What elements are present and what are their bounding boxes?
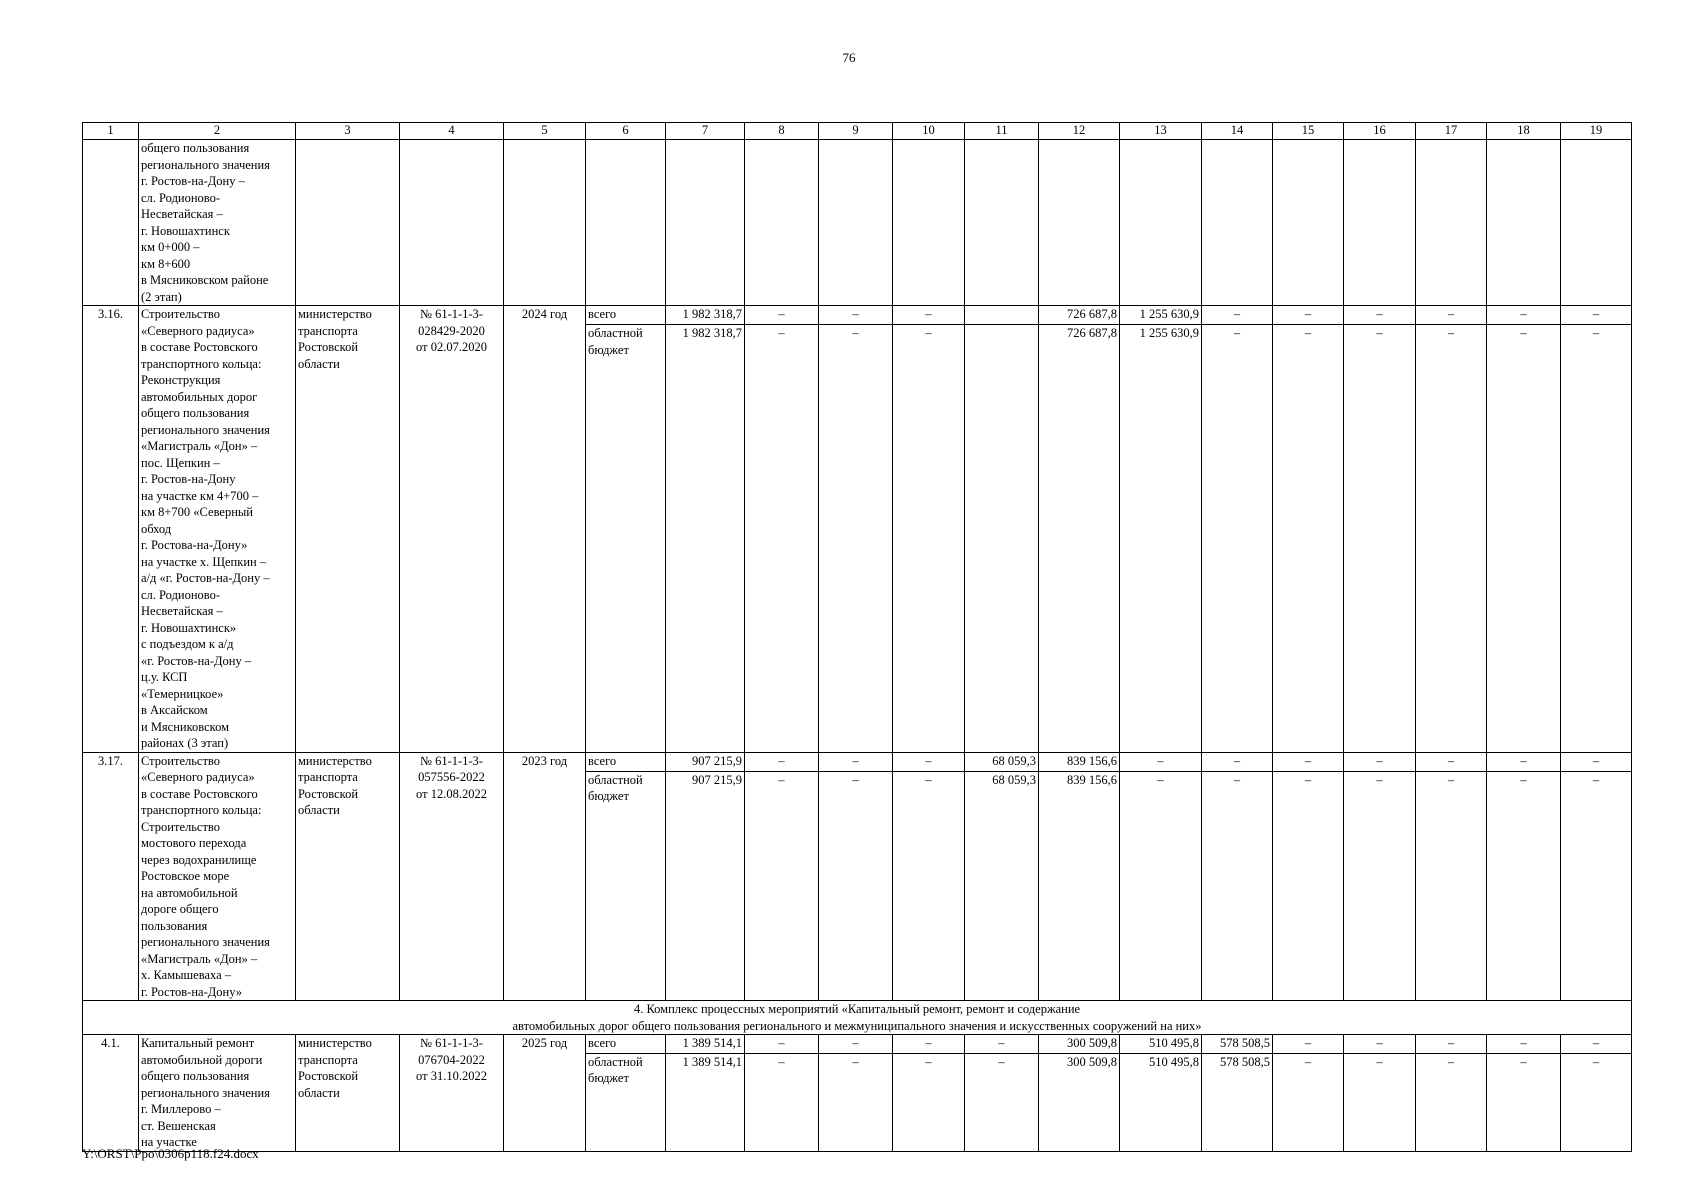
funding-source: областной бюджет (586, 1053, 666, 1151)
amount-cell: 510 495,8 (1120, 1053, 1202, 1151)
item-number: 4.1. (83, 1035, 139, 1152)
document-number: № 61-1-1-3- 028429-2020 от 02.07.2020 (400, 306, 504, 753)
section-heading-row (83, 1001, 1632, 1035)
amount-cell: – (1344, 306, 1416, 325)
amount-cell: – (1202, 325, 1273, 752)
amount-cell: – (1202, 306, 1273, 325)
amount-cell: – (1416, 752, 1487, 771)
amount-cell: 578 508,5 (1202, 1053, 1273, 1151)
amount-cell: – (1120, 752, 1202, 771)
item-number: 3.17. (83, 752, 139, 1001)
table-row (83, 752, 1632, 771)
empty-cell (1487, 140, 1561, 306)
empty-cell (1561, 140, 1632, 306)
measure-name: Строительство «Северного радиуса» в составе Ростовского транспортного кольца: Строительство мостового перехода через водохранилище Ростовское море на автомобильной дороге общего пользования регионального значения «Магистраль «Дон» – х. Камышеваха – г. Ростов-на-Дону» (139, 752, 296, 1001)
empty-cell (819, 140, 893, 306)
empty-cell (1416, 140, 1487, 306)
amount-cell: – (1416, 771, 1487, 1000)
empty-cell (965, 140, 1039, 306)
responsible-agency: министерство транспорта Ростовской области (296, 306, 400, 753)
column-number: 4 (400, 123, 504, 140)
amount-cell: – (1487, 325, 1561, 752)
empty-cell (83, 140, 139, 306)
measure-name: Строительство «Северного радиуса» в составе Ростовского транспортного кольца: Реконструкция автомобильных дорог общего пользования регионального значения «Магистраль «Дон» – пос. Щепкин – г. Ростов-на-Дону на участке км 4+700 – км 8+700 «Северный обход г. Ростова-на-Дону» на участке х. Щепкин – а/д «г. Ростов-на-Дону – сл. Родионово- Несветайская – г. Новошахтинск» с подъездом к а/д «г. Ростов-на-Дону – ц.у. КСП «Темерницкое» в Аксайском и Мясниковском районах (3 этап) (139, 306, 296, 753)
amount-cell: – (819, 325, 893, 752)
amount-cell: 300 509,8 (1039, 1035, 1120, 1054)
amount-cell: – (1487, 752, 1561, 771)
amount-cell: – (1487, 771, 1561, 1000)
amount-cell: – (745, 771, 819, 1000)
amount-cell: – (1344, 1035, 1416, 1054)
column-number: 6 (586, 123, 666, 140)
column-number: 19 (1561, 123, 1632, 140)
amount-cell: – (1561, 771, 1632, 1000)
column-number: 18 (1487, 123, 1561, 140)
amount-cell (965, 325, 1039, 752)
amount-cell: – (893, 752, 965, 771)
column-number: 2 (139, 123, 296, 140)
amount-cell: – (819, 771, 893, 1000)
column-number: 14 (1202, 123, 1273, 140)
amount-cell: – (1416, 1035, 1487, 1054)
amount-cell: – (745, 1035, 819, 1054)
amount-cell: – (1561, 306, 1632, 325)
amount-cell: 1 389 514,1 (666, 1035, 745, 1054)
amount-cell: – (745, 1053, 819, 1151)
amount-cell: – (965, 1053, 1039, 1151)
funding-source: всего (586, 752, 666, 771)
empty-cell (666, 140, 745, 306)
column-number: 17 (1416, 123, 1487, 140)
completion-year: 2025 год (504, 1035, 586, 1152)
amount-cell: 726 687,8 (1039, 325, 1120, 752)
column-number: 3 (296, 123, 400, 140)
amount-cell: – (1344, 325, 1416, 752)
amount-cell: – (893, 306, 965, 325)
amount-cell: – (1416, 325, 1487, 752)
column-number: 16 (1344, 123, 1416, 140)
amount-cell: – (1561, 1035, 1632, 1054)
table-row (83, 306, 1632, 325)
amount-cell: 300 509,8 (1039, 1053, 1120, 1151)
section-heading: 4. Комплекс процессных мероприятий «Капитальный ремонт, ремонт и содержание автомобильных дорог общего пользования регионального и межмуниципального значения и искусственных сооружений на них» (83, 1001, 1632, 1035)
amount-cell: – (1344, 752, 1416, 771)
empty-cell (1344, 140, 1416, 306)
measure-name: Капитальный ремонт автомобильной дороги общего пользования регионального значения г. Миллерово – ст. Вешенская на участке (139, 1035, 296, 1152)
document-number: № 61-1-1-3- 076704-2022 от 31.10.2022 (400, 1035, 504, 1152)
empty-cell (586, 140, 666, 306)
column-number: 13 (1120, 123, 1202, 140)
amount-cell: 1 982 318,7 (666, 306, 745, 325)
funding-source: областной бюджет (586, 771, 666, 1000)
item-number: 3.16. (83, 306, 139, 753)
amount-cell: – (819, 1035, 893, 1054)
column-number: 1 (83, 123, 139, 140)
amount-cell: – (1273, 771, 1344, 1000)
column-number: 5 (504, 123, 586, 140)
amount-cell: – (1273, 752, 1344, 771)
measure-name: общего пользования регионального значения г. Ростов-на-Дону – сл. Родионово- Несветайская – г. Новошахтинск км 0+000 – км 8+600 в Мясниковском районе (2 этап) (139, 140, 296, 306)
amount-cell (965, 306, 1039, 325)
budget-table (82, 122, 1632, 1152)
amount-cell: – (1416, 306, 1487, 325)
empty-cell (296, 140, 400, 306)
funding-source: всего (586, 306, 666, 325)
completion-year: 2024 год (504, 306, 586, 753)
responsible-agency: министерство транспорта Ростовской области (296, 752, 400, 1001)
column-number-row (83, 123, 1632, 140)
table-row (83, 1035, 1632, 1054)
amount-cell: 1 389 514,1 (666, 1053, 745, 1151)
amount-cell: – (745, 306, 819, 325)
column-number: 11 (965, 123, 1039, 140)
table-row-continuation (83, 140, 1632, 306)
amount-cell: 839 156,6 (1039, 771, 1120, 1000)
amount-cell: 907 215,9 (666, 771, 745, 1000)
amount-cell: 1 255 630,9 (1120, 325, 1202, 752)
column-number: 12 (1039, 123, 1120, 140)
column-number: 15 (1273, 123, 1344, 140)
amount-cell: 68 059,3 (965, 752, 1039, 771)
amount-cell: – (1273, 1053, 1344, 1151)
amount-cell: 1 982 318,7 (666, 325, 745, 752)
amount-cell: 68 059,3 (965, 771, 1039, 1000)
amount-cell: – (1487, 306, 1561, 325)
amount-cell: 839 156,6 (1039, 752, 1120, 771)
amount-cell: – (819, 1053, 893, 1151)
amount-cell: – (965, 1035, 1039, 1054)
amount-cell: – (1120, 771, 1202, 1000)
column-number: 9 (819, 123, 893, 140)
empty-cell (745, 140, 819, 306)
amount-cell: – (893, 1053, 965, 1151)
completion-year: 2023 год (504, 752, 586, 1001)
empty-cell (1202, 140, 1273, 306)
funding-source: всего (586, 1035, 666, 1054)
amount-cell: – (893, 325, 965, 752)
amount-cell: – (1344, 1053, 1416, 1151)
amount-cell: – (1344, 771, 1416, 1000)
amount-cell: – (745, 752, 819, 771)
empty-cell (1273, 140, 1344, 306)
amount-cell: – (1202, 771, 1273, 1000)
amount-cell: – (1273, 1035, 1344, 1054)
file-path-footer: Y:\ORST\Ppo\0306p118.f24.docx (82, 1146, 259, 1161)
amount-cell: – (1561, 325, 1632, 752)
table-body (83, 123, 1632, 1152)
column-number: 8 (745, 123, 819, 140)
document-number: № 61-1-1-3- 057556-2022 от 12.08.2022 (400, 752, 504, 1001)
empty-cell (504, 140, 586, 306)
amount-cell: – (819, 306, 893, 325)
amount-cell: – (1561, 1053, 1632, 1151)
amount-cell: – (1487, 1035, 1561, 1054)
empty-cell (893, 140, 965, 306)
amount-cell: 726 687,8 (1039, 306, 1120, 325)
column-number: 7 (666, 123, 745, 140)
amount-cell: – (1416, 1053, 1487, 1151)
amount-cell: – (745, 325, 819, 752)
amount-cell: – (893, 1035, 965, 1054)
amount-cell: – (1273, 325, 1344, 752)
amount-cell: – (893, 771, 965, 1000)
amount-cell: 907 215,9 (666, 752, 745, 771)
funding-source: областной бюджет (586, 325, 666, 752)
amount-cell: – (1561, 752, 1632, 771)
amount-cell: – (819, 752, 893, 771)
column-number: 10 (893, 123, 965, 140)
amount-cell: 578 508,5 (1202, 1035, 1273, 1054)
empty-cell (1120, 140, 1202, 306)
empty-cell (400, 140, 504, 306)
amount-cell: 1 255 630,9 (1120, 306, 1202, 325)
amount-cell: – (1273, 306, 1344, 325)
page-number: 76 (842, 50, 856, 65)
responsible-agency: министерство транспорта Ростовской области (296, 1035, 400, 1152)
amount-cell: – (1202, 752, 1273, 771)
amount-cell: 510 495,8 (1120, 1035, 1202, 1054)
empty-cell (1039, 140, 1120, 306)
amount-cell: – (1487, 1053, 1561, 1151)
